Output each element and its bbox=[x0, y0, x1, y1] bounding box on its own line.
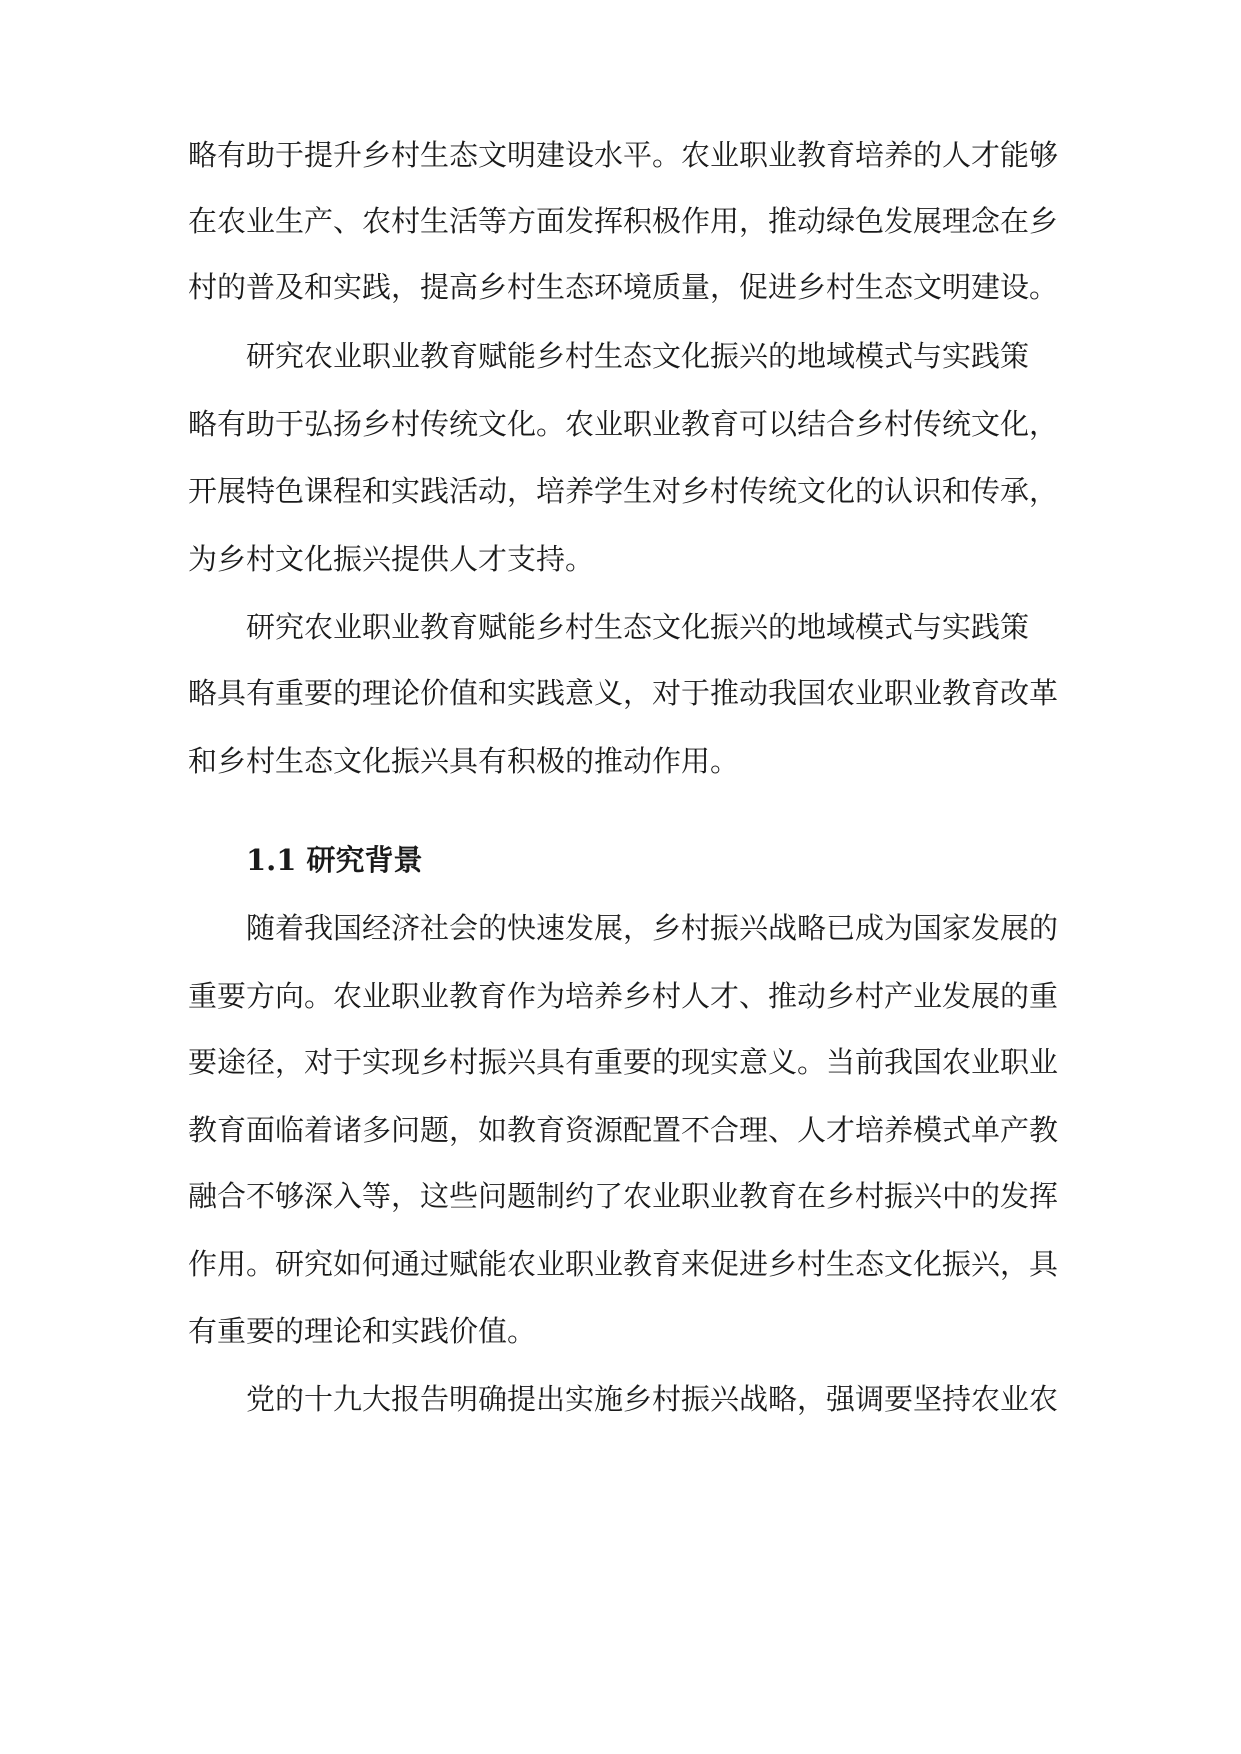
paragraph-line: 有重要的理论和实践价值。 bbox=[188, 1314, 537, 1348]
paragraph-line: 作用。研究如何通过赋能农业职业教育来促进乡村生态文化振兴，具 bbox=[188, 1247, 1059, 1281]
paragraph-line: 研究农业职业教育赋能乡村生态文化振兴的地域模式与实践策 bbox=[246, 610, 1030, 644]
paragraph-line: 要途径，对于实现乡村振兴具有重要的现实意义。当前我国农业职业 bbox=[188, 1045, 1059, 1079]
paragraph-line: 研究农业职业教育赋能乡村生态文化振兴的地域模式与实践策 bbox=[246, 339, 1030, 373]
section-heading: 1.1 研究背景 bbox=[246, 843, 423, 877]
paragraph-line: 略有助于弘扬乡村传统文化。农业职业教育可以结合乡村传统文化， bbox=[188, 407, 1059, 441]
paragraph-line: 教育面临着诸多问题，如教育资源配置不合理、人才培养模式单产教 bbox=[188, 1113, 1059, 1147]
paragraph-line: 为乡村文化振兴提供人才支持。 bbox=[188, 542, 595, 576]
paragraph-line: 重要方向。农业职业教育作为培养乡村人才、推动乡村产业发展的重 bbox=[188, 979, 1059, 1013]
paragraph-line: 村的普及和实践，提高乡村生态环境质量，促进乡村生态文明建设。 bbox=[188, 270, 1059, 304]
paragraph-line: 略有助于提升乡村生态文明建设水平。农业职业教育培养的人才能够 bbox=[188, 138, 1059, 172]
paragraph-line: 在农业生产、农村生活等方面发挥积极作用，推动绿色发展理念在乡 bbox=[188, 204, 1059, 238]
paragraph-line: 随着我国经济社会的快速发展，乡村振兴战略已成为国家发展的 bbox=[246, 911, 1059, 945]
paragraph-line: 党的十九大报告明确提出实施乡村振兴战略，强调要坚持农业农 bbox=[246, 1382, 1059, 1416]
paragraph-line: 开展特色课程和实践活动，培养学生对乡村传统文化的认识和传承， bbox=[188, 474, 1059, 508]
paragraph-line: 略具有重要的理论价值和实践意义，对于推动我国农业职业教育改革 bbox=[188, 676, 1059, 710]
paragraph-line: 和乡村生态文化振兴具有积极的推动作用。 bbox=[188, 744, 740, 778]
paragraph-line: 融合不够深入等，这些问题制约了农业职业教育在乡村振兴中的发挥 bbox=[188, 1179, 1059, 1213]
